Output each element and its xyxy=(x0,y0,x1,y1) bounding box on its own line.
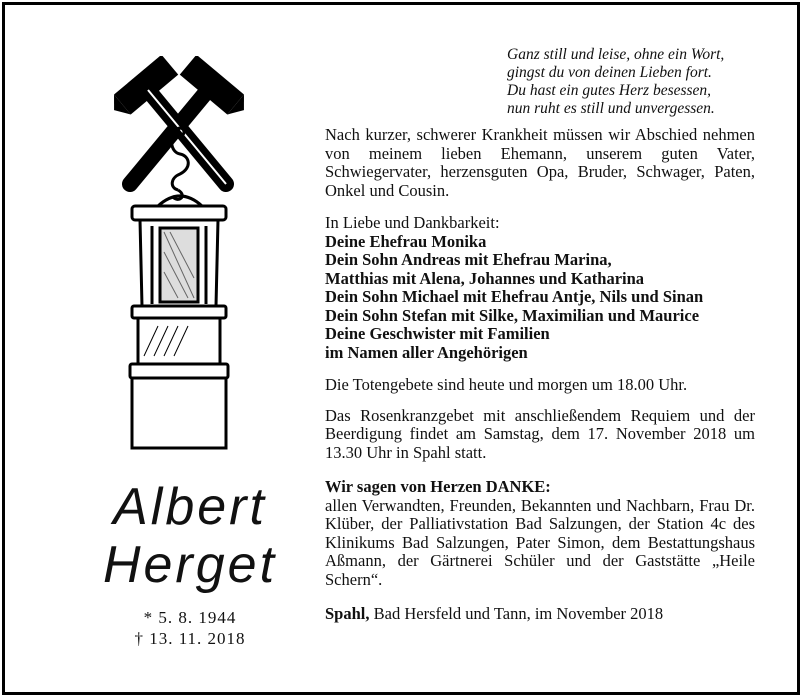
poem-line: Du hast ein gutes Herz besessen, xyxy=(507,82,712,99)
poem-line: Ganz still und leise, ohne ein Wort, xyxy=(507,46,725,63)
birth-date: * 5. 8. 1944 xyxy=(143,608,237,627)
thanks-heading: Wir sagen von Herzen DANKE: xyxy=(325,477,551,496)
last-name: Herget xyxy=(102,536,278,594)
family-line: Deine Ehefrau Monika xyxy=(325,231,487,251)
life-dates xyxy=(40,607,340,649)
love-line: In Liebe und Dankbarkeit: xyxy=(325,213,500,232)
obituary-text xyxy=(325,126,755,624)
crossed-hammers-icon xyxy=(108,56,248,184)
place-date-line xyxy=(325,605,755,624)
intro-text: Nach kurzer, schwerer Krankheit müssen wir Abschied nehmen von meinem lieben Ehemann, unserem guten Vater, Schwiegervater, herzensguten Opa, Bruder, Schwager, Paten, Onkel und Cousin. xyxy=(325,125,755,200)
poem-line: gingst du von deinen Lieben fort. xyxy=(507,64,712,81)
death-date: † 13. 11. 2018 xyxy=(134,629,246,648)
thanks-text: allen Verwandten, Freunden, Bekannten und Nachbarn, Frau Dr. Klüber, der Palliativstation Bad Salzungen, der Station 4c des Klinikums Bad Salzungen, Pater Simon, dem Bestattungshaus Aßmann, der Gärtnerei Schüler und der Gaststätte „Heile Schern“. xyxy=(325,495,755,589)
poem xyxy=(440,46,752,118)
miners-lamp-icon xyxy=(130,196,228,448)
place-rest: Bad Hersfeld und Tann, im November 2018 xyxy=(369,604,664,623)
family-line: Dein Sohn Michael mit Ehefrau Antje, Nils und Sinan xyxy=(325,287,704,306)
family-line: Dein Sohn Stefan mit Silke, Maximilian und Maurice xyxy=(325,305,700,325)
first-name: Albert xyxy=(113,478,267,536)
family-line: Dein Sohn Andreas mit Ehefrau Marina, xyxy=(325,250,612,269)
family-line: im Namen aller Angehörigen xyxy=(325,342,528,362)
requiem-text: Das Rosenkranzgebet mit anschließendem Requiem und der Beerdigung findet am Samstag, dem 17. November 2018 um 13.30 Uhr in Spahl statt. xyxy=(325,405,755,462)
hammer-and-pick-with-miners-lamp-icon xyxy=(108,56,248,456)
place-bold: Spahl, xyxy=(325,604,370,623)
deceased-name xyxy=(40,478,340,594)
family-line: Deine Geschwister mit Familien xyxy=(325,324,550,343)
family-line: Matthias mit Alena, Johannes und Katharina xyxy=(325,268,645,288)
poem-line: nun ruht es still und unvergessen. xyxy=(507,100,715,117)
prayer-text: Die Totengebete sind heute und morgen um 18.00 Uhr. xyxy=(325,375,688,394)
